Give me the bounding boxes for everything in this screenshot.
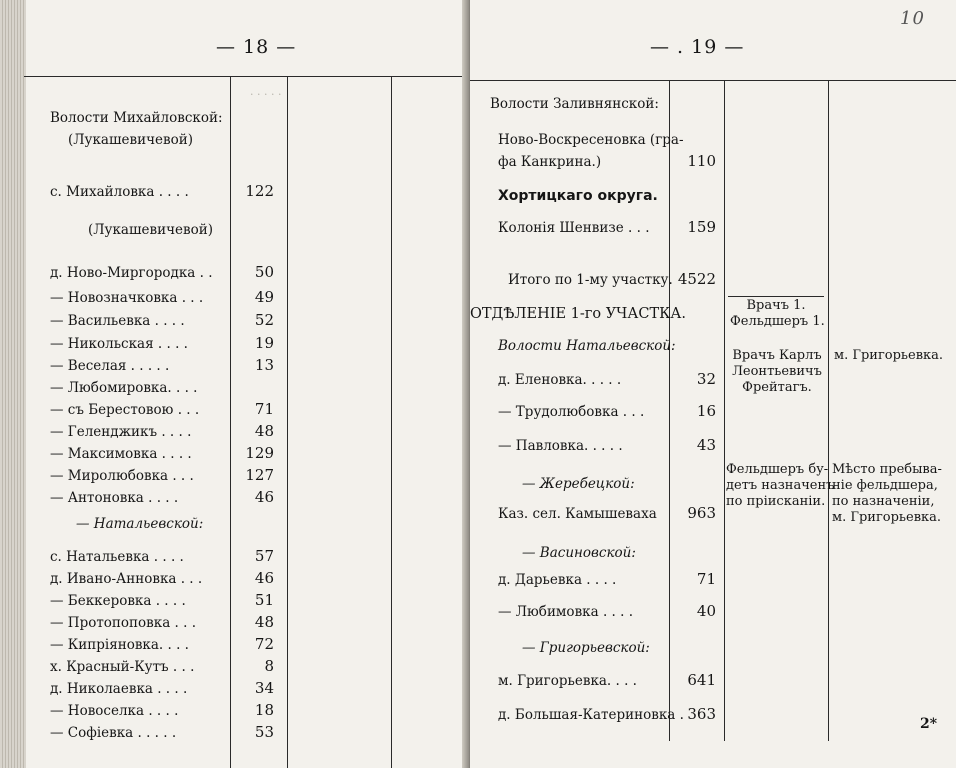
table-row (498, 404, 644, 420)
table-row (498, 188, 658, 204)
page-number: — . 19 — (650, 36, 745, 58)
row-label: — Натальевской: (76, 516, 204, 532)
row-label: (Лукашевичевой) (88, 222, 214, 238)
bleed-through-text: · · · · · (250, 88, 282, 101)
row-label: — Беккеровка . . . . (50, 593, 186, 609)
row-label: — Трудолюбовка . . . (498, 404, 645, 420)
row-label: — Новозначковка . . . (50, 290, 204, 306)
row-value: 46 (254, 488, 274, 506)
feldsher-note: Фельдшеръ бу- детъ назначенъ по пріисканіи. (726, 462, 835, 509)
row-value: 4522 (677, 270, 716, 288)
row-value: 13 (254, 356, 274, 374)
row-value: 72 (254, 635, 274, 653)
row-label: м. Григорьевка. . . . (498, 673, 637, 689)
row-value: 51 (254, 591, 274, 609)
row-value: 46 (254, 569, 274, 587)
table-top-rule (24, 76, 464, 77)
row-label: фа Канкрина.) (498, 154, 602, 170)
column-divider (287, 77, 288, 768)
row-value: 52 (254, 311, 274, 329)
row-label: — Софіевка . . . . . (50, 725, 177, 741)
row-label: Колонія Шенвизе . . . (498, 220, 650, 236)
table-row (498, 132, 684, 148)
table-row (50, 468, 194, 484)
row-value: 71 (696, 570, 716, 588)
row-label: х. Красный-Кутъ . . . (50, 659, 195, 675)
row-label: — Кипріяновка. . . . (50, 637, 189, 653)
row-label: д. Николаевка . . . . (50, 681, 188, 697)
row-value: 122 (245, 182, 274, 200)
row-label: — Новоселка . . . . (50, 703, 179, 719)
column-divider (724, 81, 725, 741)
row-value: 363 (687, 705, 716, 723)
row-value: 8 (264, 657, 274, 675)
table-row (50, 380, 197, 396)
row-value: 71 (254, 400, 274, 418)
table-row (50, 290, 203, 306)
page-edge-strip (0, 0, 26, 768)
signature-mark: 2* (920, 716, 938, 732)
table-row (498, 604, 633, 620)
row-label: Волости Натальевской: (498, 338, 676, 354)
row-value: 40 (696, 602, 716, 620)
row-value: 641 (687, 671, 716, 689)
table-row (50, 725, 176, 741)
table-row (498, 673, 637, 689)
row-label: — Жеребецкой: (522, 476, 635, 492)
row-label: д. Большая-Катериновка . (498, 707, 684, 723)
table-row (50, 681, 187, 697)
table-row (50, 358, 169, 374)
doctor-name: Врачъ Карлъ Леонтьевичъ Фрейтагъ. (732, 348, 822, 395)
table-row (498, 338, 676, 354)
row-label: Ново-Воскресеновка (гра- (498, 132, 684, 148)
row-value: 963 (687, 504, 716, 522)
page-number: — 18 — (216, 36, 297, 58)
row-value: 50 (254, 263, 274, 281)
column-divider (230, 77, 231, 768)
row-label: — Павловка. . . . . (498, 438, 623, 454)
feldsher-place-note: Мѣсто пребыва- ніе фельдшера, по назначеніи, м. Григорьевка. (832, 462, 942, 525)
row-value: 43 (696, 436, 716, 454)
row-value: 19 (254, 334, 274, 352)
row-value: 129 (245, 444, 274, 462)
column-divider (391, 77, 392, 768)
table-row (498, 438, 623, 454)
row-label: — Любимовка . . . . (498, 604, 633, 620)
staff-count: Врачъ 1. Фельдшеръ 1. (730, 298, 825, 329)
table-top-rule (470, 80, 956, 81)
table-row (498, 506, 657, 522)
staff-rule (728, 296, 824, 297)
column-divider (828, 81, 829, 741)
table-row (508, 272, 673, 288)
table-row (498, 220, 650, 236)
row-label: д. Дарьевка . . . . (498, 572, 617, 588)
district-header: Волости Михайловской: (50, 110, 223, 126)
table-row (50, 336, 188, 352)
right-page (470, 0, 956, 768)
table-row (498, 572, 616, 588)
row-value: 49 (254, 288, 274, 306)
table-row (76, 516, 203, 532)
table-row (522, 545, 636, 561)
row-label: — Геленджикъ . . . . (50, 424, 192, 440)
table-row (498, 707, 684, 723)
row-label: — Васиновской: (522, 545, 636, 561)
doctor-location: м. Григорьевка. (834, 348, 944, 363)
table-row (498, 372, 621, 388)
row-label: — Любомировка. . . . (50, 380, 198, 396)
table-row (50, 593, 186, 609)
table-row (50, 571, 202, 587)
row-label: — съ Берестовою . . . (50, 402, 200, 418)
left-page (0, 0, 470, 768)
row-label: — Никольская . . . . (50, 336, 188, 352)
table-row (50, 184, 189, 200)
row-value: 48 (254, 613, 274, 631)
row-label: Итого по 1-му участку. (508, 272, 673, 288)
row-value: 18 (254, 701, 274, 719)
table-row (50, 446, 192, 462)
table-row (50, 615, 196, 631)
district-subheader: (Лукашевичевой) (68, 132, 194, 148)
row-value: 32 (696, 370, 716, 388)
table-row (50, 402, 199, 418)
row-label: с. Натальевка . . . . (50, 549, 184, 565)
district-header: Волости Заливнянской: (490, 96, 659, 112)
row-value: 159 (687, 218, 716, 236)
table-row (50, 637, 189, 653)
row-label: — Антоновка . . . . (50, 490, 179, 506)
table-row (50, 549, 184, 565)
row-value: 48 (254, 422, 274, 440)
table-row (470, 306, 686, 322)
table-row (522, 640, 650, 656)
row-label: — Григорьевской: (522, 640, 650, 656)
table-row (50, 265, 212, 281)
row-value: 53 (254, 723, 274, 741)
table-row (88, 222, 213, 238)
row-label: ОТДѢЛЕНІЕ 1-го УЧАСТКА. (470, 306, 686, 322)
table-row (50, 313, 185, 329)
row-label: — Максимовка . . . . (50, 446, 192, 462)
row-label: — Протопоповка . . . (50, 615, 197, 631)
row-label: — Веселая . . . . . (50, 358, 170, 374)
row-value: 34 (254, 679, 274, 697)
table-row (522, 476, 635, 492)
row-value: 16 (696, 402, 716, 420)
table-row (50, 424, 191, 440)
row-value: 127 (245, 466, 274, 484)
row-label: — Миролюбовка . . . (50, 468, 194, 484)
table-row (50, 703, 178, 719)
row-label: д. Ново-Миргородка . . (50, 265, 213, 281)
table-row (498, 154, 601, 170)
corner-mark: 10 (900, 8, 925, 29)
row-value: 57 (254, 547, 274, 565)
row-label: д. Еленовка. . . . . (498, 372, 622, 388)
row-label: д. Ивано-Анновка . . . (50, 571, 203, 587)
row-label: Каз. сел. Камышеваха (498, 506, 657, 522)
row-label: Хортицкаго округа. (498, 188, 658, 204)
row-label: — Васильевка . . . . (50, 313, 185, 329)
table-row (50, 659, 194, 675)
table-row (50, 490, 178, 506)
row-value: 110 (687, 152, 716, 170)
row-label: с. Михайловка . . . . (50, 184, 189, 200)
